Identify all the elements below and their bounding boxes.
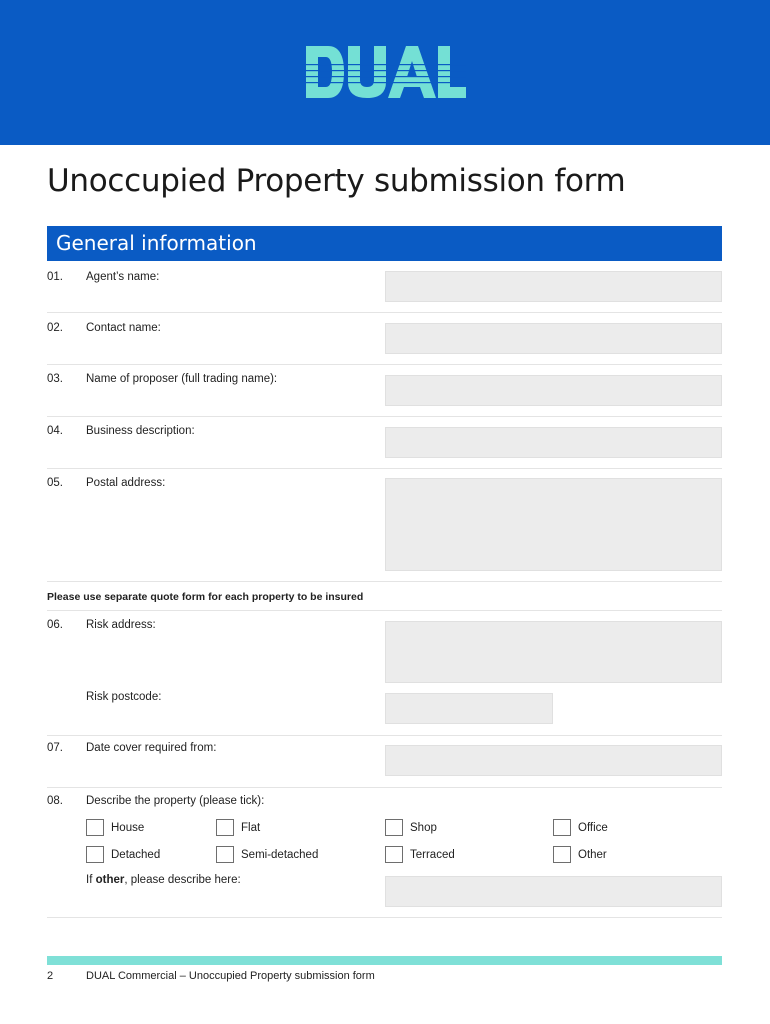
- form-row-risk-address: [47, 611, 722, 736]
- checkbox-house[interactable]: [86, 819, 144, 836]
- form-row-contact-name: [47, 313, 722, 365]
- checkbox-label: Shop: [410, 821, 437, 834]
- form-row-proposer-name: [47, 365, 722, 417]
- agents-name-field[interactable]: [385, 271, 722, 302]
- row-number: 06.: [47, 619, 63, 631]
- checkbox-other[interactable]: [553, 846, 607, 863]
- form-row-business-description: [47, 417, 722, 469]
- row-number: 02.: [47, 322, 63, 334]
- checkbox-flat[interactable]: [216, 819, 260, 836]
- contact-name-field[interactable]: [385, 323, 722, 354]
- other-description-field[interactable]: [385, 876, 722, 907]
- checkbox-label: Office: [578, 821, 608, 834]
- row-number: 01.: [47, 271, 63, 283]
- section-title: General information: [56, 231, 257, 255]
- row-label: Date cover required from:: [86, 742, 217, 754]
- section-header-general-information: [47, 226, 722, 261]
- checkbox-label: Other: [578, 848, 607, 861]
- checkbox-label: Detached: [111, 848, 161, 861]
- checkbox-label: House: [111, 821, 145, 834]
- row-label: Contact name:: [86, 322, 161, 334]
- checkbox-terraced[interactable]: [385, 846, 455, 863]
- checkbox-box[interactable]: [86, 819, 104, 836]
- risk-address-label: Risk address:: [86, 619, 156, 631]
- header-band: [0, 0, 770, 145]
- form-row-date-cover: [47, 736, 722, 788]
- checkbox-box[interactable]: [385, 819, 403, 836]
- date-cover-field[interactable]: [385, 745, 722, 776]
- row-number: 08.: [47, 795, 63, 807]
- checkbox-shop[interactable]: [385, 819, 437, 836]
- footer-text: DUAL Commercial – Unoccupied Property submission form: [86, 970, 375, 982]
- checkbox-box[interactable]: [216, 819, 234, 836]
- form-row-agents-name: [47, 262, 722, 313]
- row-label: Describe the property (please tick):: [86, 795, 265, 807]
- postal-address-field[interactable]: [385, 478, 722, 571]
- other-suffix: , please describe here:: [124, 874, 241, 886]
- footer-page-number: 2: [47, 970, 54, 982]
- row-number: 04.: [47, 425, 63, 437]
- risk-address-field[interactable]: [385, 621, 722, 683]
- separate-form-note: Please use separate quote form for each property to be insured: [47, 591, 364, 603]
- dual-logo: [306, 46, 466, 98]
- checkbox-box[interactable]: [553, 819, 571, 836]
- page-title: Unoccupied Property submission form: [47, 163, 626, 199]
- checkbox-office[interactable]: [553, 819, 608, 836]
- checkbox-label: Terraced: [410, 848, 455, 861]
- checkbox-label: Semi-detached: [241, 848, 319, 861]
- other-bold: other: [95, 874, 125, 886]
- form-row-postal-address: [47, 469, 722, 582]
- other-describe-label: [86, 874, 241, 886]
- row-label: Business description:: [86, 425, 195, 437]
- row-label: Postal address:: [86, 477, 166, 489]
- checkbox-box[interactable]: [216, 846, 234, 863]
- checkbox-box[interactable]: [385, 846, 403, 863]
- business-description-field[interactable]: [385, 427, 722, 458]
- risk-postcode-label: Risk postcode:: [86, 691, 162, 703]
- row-number: 03.: [47, 373, 63, 385]
- checkbox-label: Flat: [241, 821, 261, 834]
- checkbox-semi-detached[interactable]: [216, 846, 318, 863]
- row-number: 05.: [47, 477, 63, 489]
- checkbox-box[interactable]: [553, 846, 571, 863]
- footer-band: [47, 956, 722, 965]
- row-label: Name of proposer (full trading name):: [86, 373, 278, 385]
- form-row-describe-property: [47, 788, 722, 918]
- row-label: Agent’s name:: [86, 271, 160, 283]
- row-number: 07.: [47, 742, 63, 754]
- other-prefix: If: [86, 874, 96, 886]
- checkbox-detached[interactable]: [86, 846, 160, 863]
- checkbox-box[interactable]: [86, 846, 104, 863]
- proposer-name-field[interactable]: [385, 375, 722, 406]
- risk-postcode-field[interactable]: [385, 693, 553, 724]
